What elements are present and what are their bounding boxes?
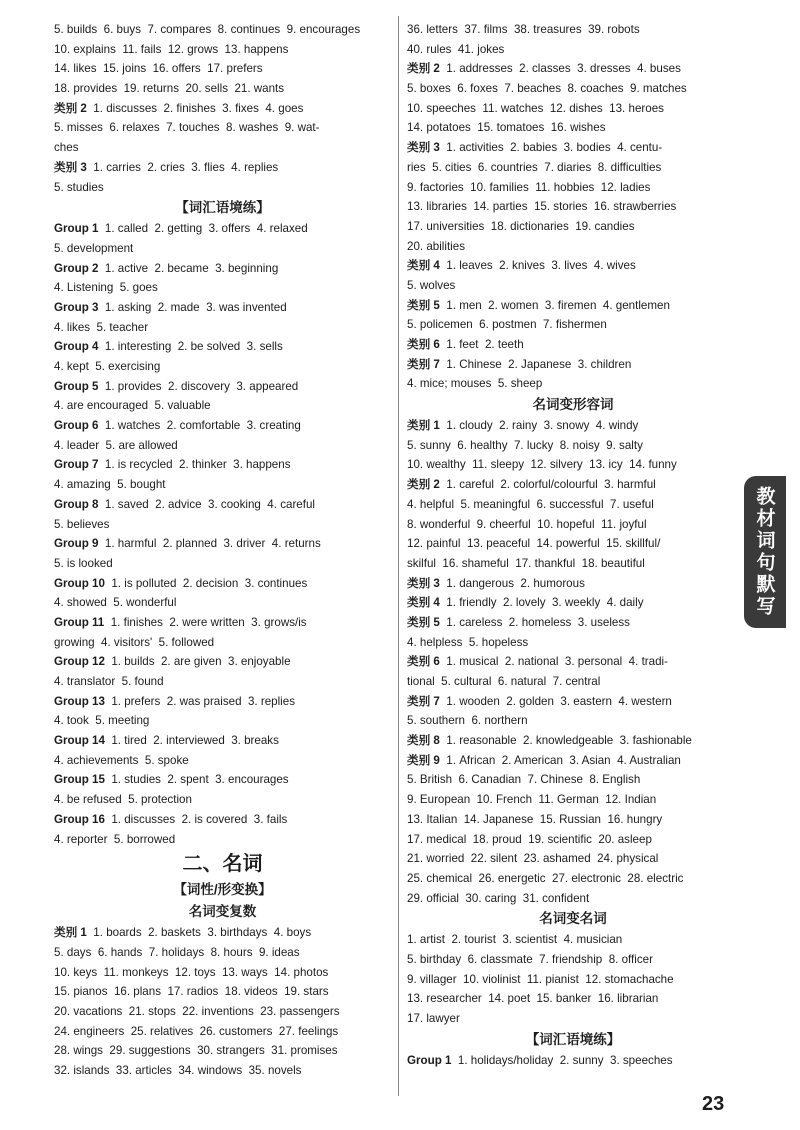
group-label: Group 11	[54, 615, 105, 629]
answer-line	[54, 1041, 391, 1061]
answer-line	[407, 495, 739, 515]
answer-line	[54, 672, 391, 692]
answer-line	[407, 59, 739, 79]
category-label: 类别 3	[407, 141, 440, 155]
answer-line	[407, 830, 739, 850]
answer-line	[54, 692, 391, 712]
answer-line	[54, 751, 391, 771]
answer-text: 13. libraries 14. parties 15. stories 16. strawberries	[407, 200, 677, 214]
answer-text: 9. European 10. French 11. German 12. Indian	[407, 793, 657, 807]
answer-line	[54, 40, 391, 60]
answer-line	[54, 1022, 391, 1042]
answer-text: 13. researcher 14. poet 15. banker 16. librarian	[407, 992, 659, 1006]
answer-text: 5. policemen 6. postmen 7. fishermen	[407, 318, 607, 332]
group-label: Group 10	[54, 576, 105, 590]
answer-line	[407, 1009, 739, 1029]
answer-text: 1. interesting 2. be solved 3. sells	[98, 340, 283, 354]
group-label: Group 5	[54, 379, 99, 393]
answer-text: 4. achievements 5. spoke	[54, 753, 189, 767]
answer-text: 4. leader 5. are allowed	[54, 438, 178, 452]
group-label: Group 12	[54, 655, 105, 669]
category-label: 类别 9	[407, 753, 440, 767]
answer-line	[54, 574, 391, 594]
answer-line	[407, 970, 739, 990]
answer-line	[54, 219, 391, 239]
answer-line	[407, 889, 739, 909]
answer-text: 1. harmful 2. planned 3. driver 4. returns	[98, 537, 321, 551]
category-label: 类别 3	[54, 160, 87, 174]
group-label: Group 4	[54, 340, 99, 354]
answer-text: 4. Listening 5. goes	[54, 281, 158, 295]
answer-text: 5. days 6. hands 7. holidays 8. hours 9. ideas	[54, 945, 300, 959]
answer-text: 1. is polluted 2. decision 3. continues	[104, 576, 308, 590]
answer-text: 1. careful 2. colorful/colourful 3. harmful	[439, 478, 656, 492]
answer-line	[407, 770, 739, 790]
answer-line	[54, 1061, 391, 1081]
chapter-heading: 二、名词	[182, 853, 263, 876]
answer-text: 1. feet 2. teeth	[439, 338, 524, 351]
answer-line	[407, 436, 739, 456]
answer-text: 9. factories 10. families 11. hobbies 12. ladies	[407, 180, 651, 194]
answer-line	[54, 830, 391, 850]
answer-line	[54, 770, 391, 790]
group-label: Group 16	[54, 812, 105, 826]
answer-line	[54, 790, 391, 810]
answer-line	[407, 455, 739, 475]
side-tab-label: 教材词句默写	[753, 486, 776, 618]
answer-line	[407, 554, 739, 574]
category-label: 类别 4	[407, 259, 440, 273]
answer-text: 4. are encouraged 5. valuable	[54, 399, 211, 413]
answer-text: 1. asking 2. made 3. was invented	[98, 300, 287, 314]
answer-line	[54, 20, 391, 40]
answer-text: 1. studies 2. spent 3. encourages	[104, 773, 289, 787]
answer-line	[54, 416, 391, 436]
right-column	[407, 20, 739, 1070]
answer-line	[54, 731, 391, 751]
category-label: 类别 5	[407, 615, 440, 629]
answer-line	[407, 869, 739, 889]
section-heading: 【词性/形变换】	[173, 882, 272, 898]
section-side-tab	[744, 476, 786, 628]
answer-text: 4. took 5. meeting	[54, 714, 150, 728]
answer-line	[54, 633, 391, 653]
answer-text: 4. mice; mouses 5. sheep	[407, 377, 543, 391]
section-heading: 【词汇语境练】	[525, 1031, 621, 1047]
group-label: Group 3	[54, 300, 99, 314]
answer-text: 12. painful 13. peaceful 14. powerful 15. skillful/	[407, 537, 661, 551]
answer-line	[407, 751, 739, 771]
answer-line	[54, 79, 391, 99]
answer-text: 4. likes 5. teacher	[54, 320, 149, 334]
group-label: Group 14	[54, 734, 105, 748]
answer-line	[54, 810, 391, 830]
answer-text: 1. discusses 2. finishes 3. fixes 4. goes	[86, 101, 304, 115]
answer-line	[407, 118, 739, 138]
section-heading: 名词变名词	[539, 911, 607, 927]
answer-text: 1. dangerous 2. humorous	[439, 576, 585, 590]
answer-text: 1. friendly 2. lovely 3. weekly 4. daily	[439, 596, 644, 610]
category-label: 类别 1	[407, 419, 440, 433]
answer-line	[407, 1051, 739, 1071]
answer-text: 5. boxes 6. foxes 7. beaches 8. coaches 9. matches	[407, 82, 687, 96]
answer-line	[407, 355, 739, 375]
answer-text: 1. wooden 2. golden 3. eastern 4. western	[439, 694, 672, 708]
answer-text: 32. islands 33. articles 34. windows 35. novels	[54, 1064, 302, 1077]
answer-line	[54, 495, 391, 515]
answer-line	[407, 416, 739, 436]
answer-text: 5. misses 6. relaxes 7. touches 8. washes 9. wat-	[54, 121, 320, 135]
answer-text: 20. abilities	[407, 239, 466, 253]
answer-text: ries 5. cities 6. countries 7. diaries 8. difficulties	[407, 160, 662, 174]
answer-text: 1. finishes 2. were written 3. grows/is	[104, 615, 307, 629]
answer-line	[54, 943, 391, 963]
answer-text: 1. Chinese 2. Japanese 3. children	[439, 357, 632, 371]
category-label: 类别 7	[407, 694, 440, 708]
answer-line	[54, 59, 391, 79]
group-label: Group 6	[54, 419, 99, 433]
answer-text: skilful 16. shameful 17. thankful 18. beautiful	[407, 556, 645, 570]
answer-text: 25. chemical 26. energetic 27. electronic 28. electric	[407, 871, 684, 885]
answer-text: 4. helpless 5. hopeless	[407, 635, 529, 649]
answer-line	[54, 963, 391, 983]
section-heading: 名词变复数	[188, 904, 257, 920]
answer-line	[54, 138, 391, 158]
answer-line	[407, 178, 739, 198]
answer-line	[54, 436, 391, 456]
answer-line	[407, 652, 739, 672]
answer-text: 4. helpful 5. meaningful 6. successful 7. useful	[407, 497, 654, 511]
answer-text: 5. southern 6. northern	[407, 714, 528, 728]
category-label: 类别 5	[407, 298, 440, 312]
answer-text: 5. believes	[54, 517, 110, 531]
answer-text: 1. saved 2. advice 3. cooking 4. careful	[98, 497, 315, 511]
group-label: Group 13	[54, 694, 105, 708]
group-label: Group 1	[54, 222, 99, 236]
answer-line	[54, 711, 391, 731]
answer-line	[407, 256, 739, 276]
answer-text: 1. discusses 2. is covered 3. fails	[104, 812, 288, 826]
answer-text: 10. wealthy 11. sleepy 12. silvery 13. icy 14. funny	[407, 458, 677, 472]
column-divider	[398, 16, 399, 1096]
answer-line	[407, 276, 739, 296]
group-label: Group 1	[407, 1053, 452, 1067]
category-label: 类别 4	[407, 596, 440, 610]
answer-line	[54, 178, 391, 198]
answer-text: 17. lawyer	[407, 1012, 460, 1025]
answer-text: 5. is looked	[54, 556, 113, 570]
answer-line	[407, 158, 739, 178]
answer-text: 14. likes 15. joins 16. offers 17. prefers	[54, 62, 263, 76]
answer-text: 1. activities 2. babies 3. bodies 4. centu-	[439, 141, 663, 155]
answer-line	[407, 574, 739, 594]
answer-line	[54, 239, 391, 259]
answer-line	[54, 318, 391, 338]
answer-text: 28. wings 29. suggestions 30. strangers 31. promises	[54, 1044, 338, 1058]
answer-text: 14. potatoes 15. tomatoes 16. wishes	[407, 121, 606, 135]
answer-line	[54, 377, 391, 397]
answer-line	[407, 20, 739, 40]
answer-text: 10. keys 11. monkeys 12. toys 13. ways 14. photos	[54, 965, 329, 979]
answer-line	[54, 278, 391, 298]
answer-line	[54, 515, 391, 535]
answer-text: 4. showed 5. wonderful	[54, 596, 177, 610]
answer-text: 5. wolves	[407, 278, 456, 292]
answer-line	[407, 99, 739, 119]
answer-line	[54, 337, 391, 357]
answer-line	[407, 613, 739, 633]
answer-line	[407, 790, 739, 810]
answer-text: 4. be refused 5. protection	[54, 793, 192, 807]
answer-line	[407, 374, 739, 394]
answer-text: 1. active 2. became 3. beginning	[98, 261, 279, 275]
answer-text: 5. birthday 6. classmate 7. friendship 8. officer	[407, 952, 653, 966]
answer-text: 1. addresses 2. classes 3. dresses 4. buses	[439, 62, 681, 76]
answer-text: 9. villager 10. violinist 11. pianist 12. stomachache	[407, 972, 674, 986]
answer-line	[54, 455, 391, 475]
answer-line	[54, 613, 391, 633]
left-column	[54, 20, 391, 1081]
answer-text: 18. provides 19. returns 20. sells 21. wants	[54, 82, 285, 96]
section-heading: 【词汇语境练】	[175, 200, 270, 216]
answer-line	[54, 593, 391, 613]
answer-text: 1. provides 2. discovery 3. appeared	[98, 379, 299, 393]
answer-line	[407, 731, 739, 751]
answer-line	[54, 99, 391, 119]
answer-text: 1. musical 2. national 3. personal 4. tradi-	[439, 655, 668, 669]
category-label: 类别 2	[54, 101, 87, 115]
answer-text: 1. builds 2. are given 3. enjoyable	[104, 655, 291, 669]
answer-line	[407, 79, 739, 99]
answer-line	[407, 237, 739, 257]
answer-line	[407, 534, 739, 554]
answer-line	[407, 40, 739, 60]
answer-text: 15. pianos 16. plans 17. radios 18. videos 19. stars	[54, 985, 329, 999]
answer-text: 17. medical 18. proud 19. scientific 20. asleep	[407, 832, 652, 846]
answer-line	[407, 950, 739, 970]
answer-text: 1. artist 2. tourist 3. scientist 4. musician	[407, 933, 623, 947]
answer-text: 5. development	[54, 241, 134, 255]
page-number: 23	[702, 1093, 725, 1115]
answer-line	[407, 217, 739, 237]
category-label: 类别 3	[407, 576, 440, 590]
answer-line	[54, 554, 391, 574]
answer-text: 36. letters 37. films 38. treasures 39. robots	[407, 23, 640, 36]
answer-text: 1. is recycled 2. thinker 3. happens	[98, 458, 291, 472]
answer-line	[407, 315, 739, 335]
answer-line	[54, 259, 391, 279]
answer-line	[407, 138, 739, 158]
answer-line	[407, 930, 739, 950]
answer-line	[54, 158, 391, 178]
answer-text: 1. men 2. women 3. firemen 4. gentlemen	[439, 298, 670, 312]
answer-text: 1. carries 2. cries 3. flies 4. replies	[86, 160, 279, 174]
answer-line	[407, 515, 739, 535]
answer-text: ches	[54, 141, 79, 155]
answer-line	[54, 118, 391, 138]
answer-line	[54, 982, 391, 1002]
answer-line	[407, 633, 739, 653]
answer-text: 40. rules 41. jokes	[407, 42, 505, 56]
answer-text: 1. boards 2. baskets 3. birthdays 4. boys	[86, 926, 312, 940]
answer-text: 5. British 6. Canadian 7. Chinese 8. English	[407, 773, 641, 787]
answer-text: 10. explains 11. fails 12. grows 13. happens	[54, 42, 289, 56]
category-label: 类别 2	[407, 478, 440, 492]
answer-text: 5. studies	[54, 180, 104, 194]
answer-line	[54, 534, 391, 554]
answer-text: 4. amazing 5. bought	[54, 478, 166, 492]
category-label: 类别 2	[407, 62, 440, 76]
answer-line	[407, 989, 739, 1009]
group-label: Group 9	[54, 537, 99, 551]
answer-line	[407, 593, 739, 613]
answer-text: 4. kept 5. exercising	[54, 360, 161, 373]
answer-line	[54, 475, 391, 495]
answer-line	[54, 396, 391, 416]
answer-line	[407, 197, 739, 217]
answer-text: 8. wonderful 9. cheerful 10. hopeful 11. joyful	[407, 517, 647, 531]
answer-text: 5. builds 6. buys 7. compares 8. continues 9. encourages	[54, 23, 361, 36]
answer-text: 29. official 30. caring 31. confident	[407, 891, 590, 905]
answer-text: 1. watches 2. comfortable 3. creating	[98, 419, 301, 433]
answer-text: 1. prefers 2. was praised 3. replies	[104, 694, 296, 708]
answer-line	[54, 298, 391, 318]
answer-line	[54, 357, 391, 377]
answer-text: growing 4. visitors' 5. followed	[54, 635, 215, 649]
answer-line	[407, 692, 739, 712]
answer-text: 1. African 2. American 3. Asian 4. Australian	[439, 753, 681, 767]
category-label: 类别 8	[407, 734, 440, 748]
answer-line	[407, 672, 739, 692]
answer-text: 1. cloudy 2. rainy 3. snowy 4. windy	[439, 419, 639, 433]
answer-text: 1. called 2. getting 3. offers 4. relaxed	[98, 222, 308, 236]
answer-line	[407, 849, 739, 869]
answer-line	[407, 711, 739, 731]
group-label: Group 7	[54, 458, 99, 472]
answer-line	[54, 652, 391, 672]
answer-text: 1. reasonable 2. knowledgeable 3. fashionable	[439, 734, 692, 748]
answer-line	[407, 810, 739, 830]
answer-text: 10. speeches 11. watches 12. dishes 13. heroes	[407, 101, 664, 115]
group-label: Group 15	[54, 773, 105, 787]
answer-text: 5. sunny 6. healthy 7. lucky 8. noisy 9. salty	[407, 438, 643, 452]
answer-text: 13. Italian 14. Japanese 15. Russian 16. hungry	[407, 812, 663, 826]
answer-text: 1. leaves 2. knives 3. lives 4. wives	[439, 259, 636, 273]
answer-text: tional 5. cultural 6. natural 7. central	[407, 675, 601, 688]
answer-text: 21. worried 22. silent 23. ashamed 24. physical	[407, 852, 659, 866]
section-heading: 名词变形容词	[532, 397, 614, 413]
category-label: 类别 1	[54, 926, 87, 940]
category-label: 类别 7	[407, 357, 440, 371]
group-label: Group 2	[54, 261, 99, 275]
answer-text: 17. universities 18. dictionaries 19. candies	[407, 219, 635, 233]
answer-text: 1. tired 2. interviewed 3. breaks	[104, 734, 279, 748]
answer-text: 4. reporter 5. borrowed	[54, 832, 176, 846]
category-label: 类别 6	[407, 655, 440, 669]
answer-text: 4. translator 5. found	[54, 675, 164, 688]
answer-line	[407, 296, 739, 316]
answer-line	[407, 475, 739, 495]
answer-text: 1. careless 2. homeless 3. useless	[439, 615, 630, 629]
answer-text: 20. vacations 21. stops 22. inventions 23. passengers	[54, 1004, 340, 1018]
group-label: Group 8	[54, 497, 99, 511]
answer-text: 24. engineers 25. relatives 26. customers 27. feelings	[54, 1024, 339, 1038]
answer-line	[54, 1002, 391, 1022]
answer-line	[407, 335, 739, 355]
answer-line	[54, 923, 391, 943]
category-label: 类别 6	[407, 338, 440, 351]
answer-text: 1. holidays/holiday 2. sunny 3. speeches	[451, 1053, 673, 1067]
